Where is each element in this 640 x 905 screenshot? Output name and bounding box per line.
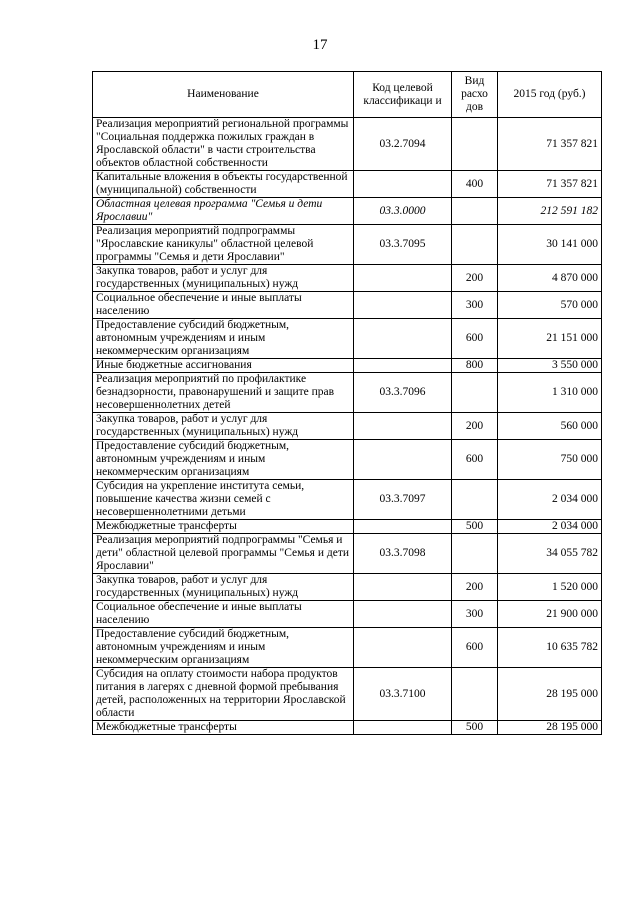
row-vid: 600 — [452, 319, 498, 359]
row-vid: 600 — [452, 440, 498, 480]
table-row — [93, 721, 602, 735]
table-row — [93, 373, 602, 413]
table-row — [93, 601, 602, 628]
row-code — [354, 520, 452, 534]
row-vid: 500 — [452, 721, 498, 735]
row-sum: 71 357 821 — [498, 171, 602, 198]
table-row — [93, 534, 602, 574]
header-year: 2015 год (руб.) — [498, 72, 602, 118]
row-code — [354, 601, 452, 628]
row-sum: 28 195 000 — [498, 721, 602, 735]
row-sum: 750 000 — [498, 440, 602, 480]
row-sum: 1 310 000 — [498, 373, 602, 413]
table-row — [93, 668, 602, 721]
row-vid: 500 — [452, 520, 498, 534]
row-name: Областная целевая программа "Семья и дети Ярославии" — [93, 198, 354, 225]
table-row — [93, 198, 602, 225]
row-name: Межбюджетные трансферты — [93, 721, 354, 735]
row-name: Субсидия на укрепление института семьи, повышение качества жизни семей с несовершеннолетними детьми — [93, 480, 354, 520]
row-sum: 10 635 782 — [498, 628, 602, 668]
row-name: Закупка товаров, работ и услуг для государственных (муниципальных) нужд — [93, 265, 354, 292]
table-row — [93, 520, 602, 534]
table-row — [93, 574, 602, 601]
row-vid: 300 — [452, 601, 498, 628]
row-sum: 4 870 000 — [498, 265, 602, 292]
row-sum: 2 034 000 — [498, 520, 602, 534]
row-code — [354, 265, 452, 292]
row-code: 03.3.7098 — [354, 534, 452, 574]
row-vid — [452, 534, 498, 574]
table-row — [93, 171, 602, 198]
row-vid: 600 — [452, 628, 498, 668]
row-vid — [452, 480, 498, 520]
row-code: 03.3.7100 — [354, 668, 452, 721]
table-row — [93, 440, 602, 480]
row-vid: 200 — [452, 265, 498, 292]
page-number: 17 — [312, 37, 328, 53]
row-vid — [452, 118, 498, 171]
row-sum: 21 151 000 — [498, 319, 602, 359]
row-code: 03.3.7097 — [354, 480, 452, 520]
row-vid — [452, 198, 498, 225]
row-code: 03.3.7095 — [354, 225, 452, 265]
row-name: Предоставление субсидий бюджетным, автономным учреждениям и иным некоммерческим организациям — [93, 440, 354, 480]
table-row — [93, 628, 602, 668]
row-sum: 3 550 000 — [498, 359, 602, 373]
row-name: Социальное обеспечение и иные выплаты населению — [93, 292, 354, 319]
row-name: Реализация мероприятий подпрограммы "Ярославские каникулы" областной целевой программы "Семья и дети Ярославии" — [93, 225, 354, 265]
row-name: Субсидия на оплату стоимости набора продуктов питания в лагерях с дневной формой пребывания детей, расположенных на территории Ярославской области — [93, 668, 354, 721]
table-row — [93, 359, 602, 373]
row-name: Предоставление субсидий бюджетным, автономным учреждениям и иным некоммерческим организациям — [93, 628, 354, 668]
table-row — [93, 225, 602, 265]
table-row — [93, 292, 602, 319]
row-name: Социальное обеспечение и иные выплаты населению — [93, 601, 354, 628]
row-name: Предоставление субсидий бюджетным, автономным учреждениям и иным некоммерческим организациям — [93, 319, 354, 359]
row-code — [354, 413, 452, 440]
row-code — [354, 628, 452, 668]
row-code: 03.3.0000 — [354, 198, 452, 225]
row-code — [354, 721, 452, 735]
row-name: Капитальные вложения в объекты государственной (муниципальной) собственности — [93, 171, 354, 198]
header-name: Наименование — [93, 72, 354, 118]
header-vid: Вид расхо дов — [452, 72, 498, 118]
row-sum: 212 591 182 — [498, 198, 602, 225]
row-name: Реализация мероприятий по профилактике безнадзорности, правонарушений и защите прав несовершеннолетних детей — [93, 373, 354, 413]
row-sum: 28 195 000 — [498, 668, 602, 721]
row-vid: 800 — [452, 359, 498, 373]
row-code — [354, 319, 452, 359]
row-vid — [452, 373, 498, 413]
budget-table — [92, 71, 602, 735]
row-vid — [452, 225, 498, 265]
row-code — [354, 171, 452, 198]
row-sum: 570 000 — [498, 292, 602, 319]
row-code — [354, 292, 452, 319]
table-row — [93, 118, 602, 171]
row-sum: 34 055 782 — [498, 534, 602, 574]
header-code: Код целевой классификаци и — [354, 72, 452, 118]
row-sum: 2 034 000 — [498, 480, 602, 520]
row-sum: 71 357 821 — [498, 118, 602, 171]
row-name: Реализация мероприятий подпрограммы "Семья и дети" областной целевой программы "Семья и дети Ярославии" — [93, 534, 354, 574]
row-name: Реализация мероприятий региональной программы "Социальная поддержка пожилых граждан в Ярославской области" в части строительства объектов областной собственности — [93, 118, 354, 171]
row-vid: 200 — [452, 413, 498, 440]
row-code: 03.2.7094 — [354, 118, 452, 171]
table-row — [93, 265, 602, 292]
row-code — [354, 440, 452, 480]
table-row — [93, 480, 602, 520]
row-vid: 300 — [452, 292, 498, 319]
row-vid: 200 — [452, 574, 498, 601]
row-name: Закупка товаров, работ и услуг для государственных (муниципальных) нужд — [93, 574, 354, 601]
row-code — [354, 574, 452, 601]
row-code — [354, 359, 452, 373]
table-header-row — [93, 72, 602, 118]
table-row — [93, 413, 602, 440]
table-row — [93, 319, 602, 359]
row-sum: 21 900 000 — [498, 601, 602, 628]
row-sum: 560 000 — [498, 413, 602, 440]
row-code: 03.3.7096 — [354, 373, 452, 413]
row-name: Иные бюджетные ассигнования — [93, 359, 354, 373]
row-vid: 400 — [452, 171, 498, 198]
row-sum: 30 141 000 — [498, 225, 602, 265]
row-vid — [452, 668, 498, 721]
row-name: Межбюджетные трансферты — [93, 520, 354, 534]
row-name: Закупка товаров, работ и услуг для государственных (муниципальных) нужд — [93, 413, 354, 440]
table-body — [93, 118, 602, 735]
row-sum: 1 520 000 — [498, 574, 602, 601]
